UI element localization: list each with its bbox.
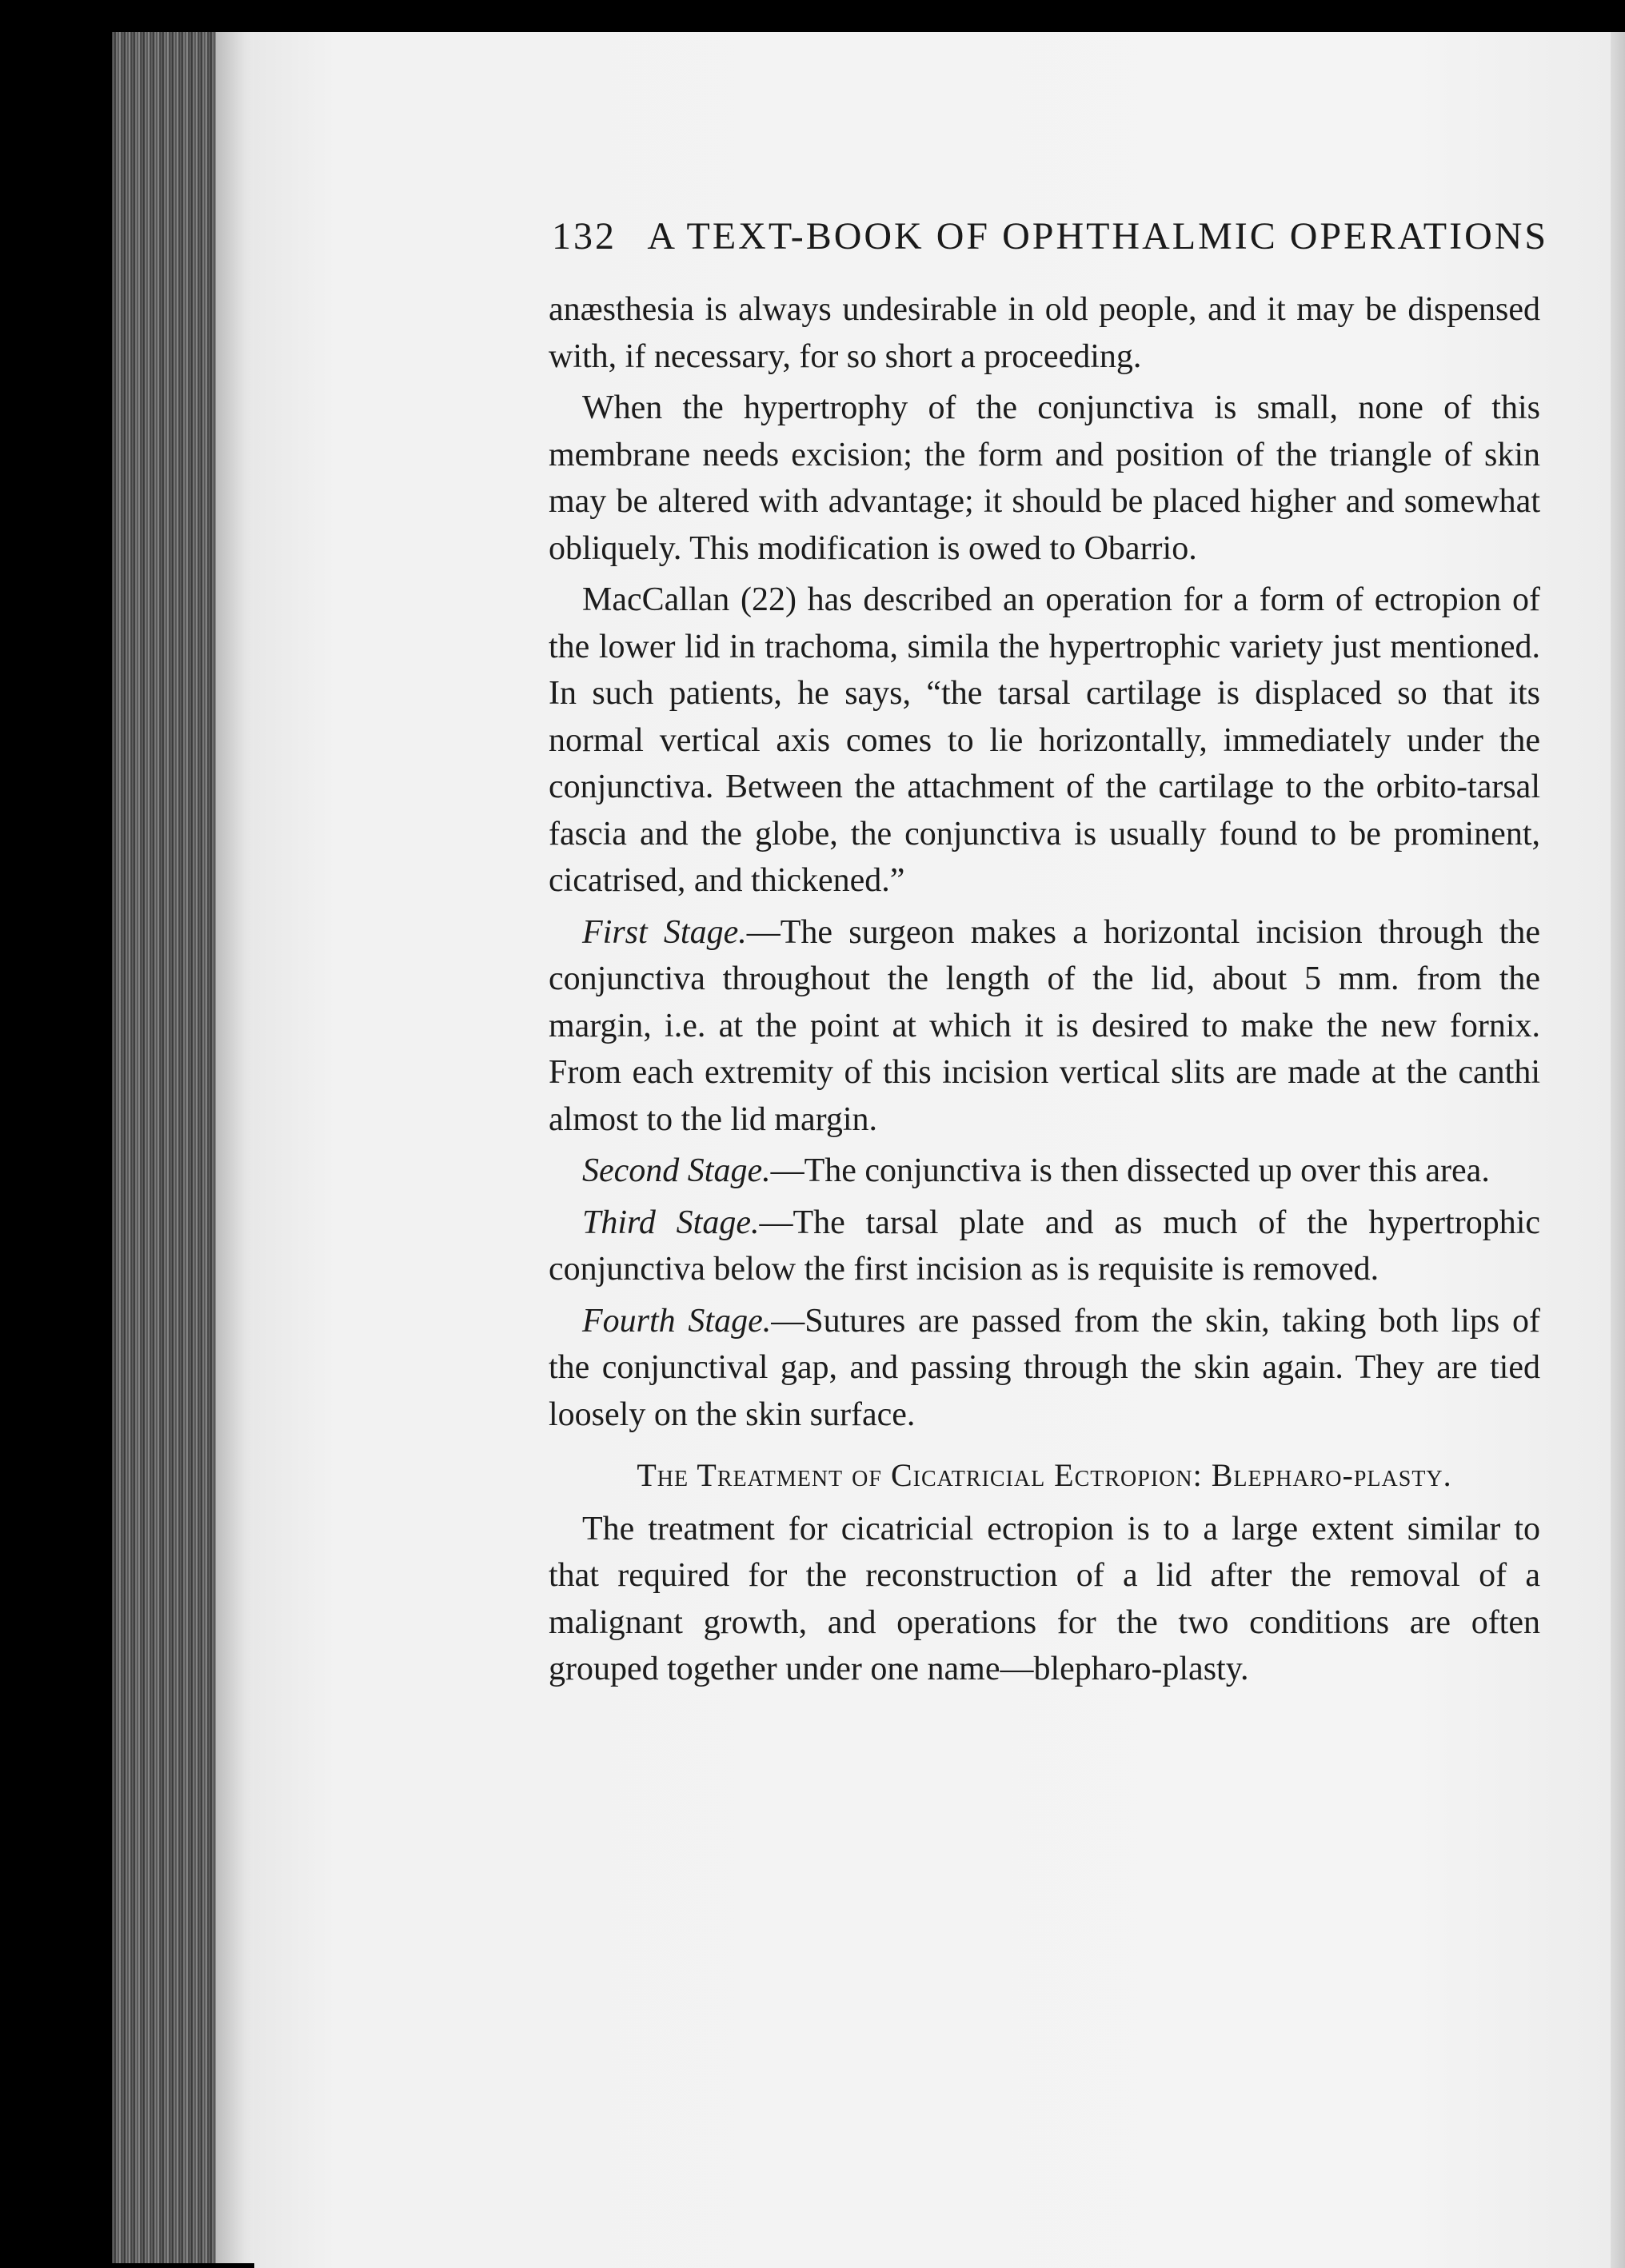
stage-paragraph	[549, 1148, 1540, 1195]
stage-label: Fourth Stage.	[582, 1302, 772, 1340]
stage-label: Second Stage.	[582, 1152, 771, 1189]
stage-paragraph	[549, 909, 1540, 1144]
stage-text: —The tarsal plate and as much of the hypertrophic conjunctiva below the first incision as is requisite is removed.	[549, 1204, 1541, 1288]
page-right-edge	[1611, 32, 1625, 2268]
page-number: 132	[552, 215, 617, 258]
section-heading: The Treatment of Cicatricial Ectropion: Blepharo-plasty.	[637, 1457, 1452, 1493]
book-page-stack-edge	[112, 32, 232, 2263]
stage-text: —The surgeon makes a horizontal incision through the conjunctiva throughout the length of the lid, about 5 mm. from the margin, i.e. at the point at which it is desired to make the new fornix. From each extremity of this incision vertical slits are made at the canthi almost to the lid margin.	[549, 913, 1541, 1138]
paragraph: When the hypertrophy of the conjunctiva is small, none of this membrane needs excision; the form and position of the triangle of skin may be altered with advantage; it should be placed higher and somewhat obliquely. This modification is owed to Obarrio.	[549, 389, 1540, 567]
stage-label: Third Stage.	[582, 1204, 760, 1241]
paragraph: anæsthesia is always undesirable in old people, and it may be dispensed with, if necessary, for so short a proceeding.	[549, 291, 1540, 375]
stage-label: First Stage.	[582, 913, 747, 951]
stage-text: —Sutures are passed from the skin, taking both lips of the conjunctival gap, and passing through the skin again. They are tied loosely on the skin surface.	[549, 1302, 1540, 1433]
running-header	[552, 214, 1549, 258]
paragraph: MacCallan (22) has described an operation for a form of ectropion of the lower lid in trachoma, simila the hypertrophic variety just mentioned. In such patients, he says, “the tarsal cartilage is displaced so that its normal vertical axis comes to lie horizontally, immediately under the conjunctiva. Between the attachment of the cartilage to the orbito-tarsal fascia and the globe, the conjunctiva is usually found to be prominent, cicatrised, and thickened.”	[549, 581, 1540, 899]
paragraph: The treatment for cicatricial ectropion is to a large extent similar to that required for the reconstruction of a lid after the removal of a malignant growth, and operations for the two conditions are often grouped together under one name—blepharo-plasty.	[549, 1510, 1540, 1687]
running-title: A TEXT-BOOK OF OPHTHALMIC OPERATIONS	[647, 215, 1549, 258]
stage-paragraph	[549, 1298, 1540, 1439]
stage-text: —The conjunctiva is then dissected up over this area.	[770, 1152, 1490, 1189]
stage-paragraph	[549, 1200, 1540, 1293]
page-body	[549, 286, 1540, 1693]
